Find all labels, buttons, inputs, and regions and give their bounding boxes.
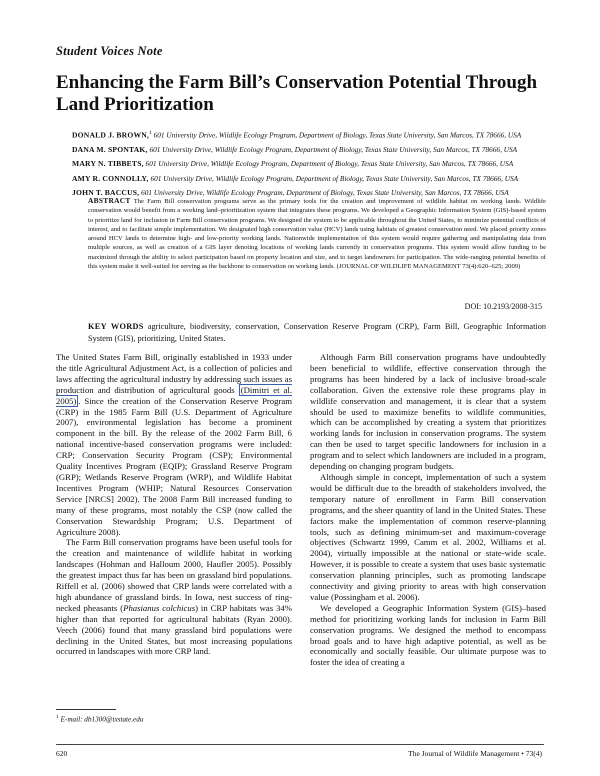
body-text: The United States Farm Bill, originally established in 1933 under the title Agricultural Adjustment Act, is a collection of policies and laws affecting the agricultural industry by addressing such issues as production and distribution of agricultural goods: [56, 352, 292, 395]
abstract-text: The Farm Bill conservation programs serve as the primary tools for the creation and improvement of wildlife habitat on working lands. Wildlife conservation would benefit from a working land–prioritization system that integrates these programs. We developed a Geographic Information System (GIS)-based system to prioritize land for inclusion in Farm Bill conservation programs. We designed the system to be applicable throughout the United States, to minimize potential conflicts of interest, and to facilitate simple implementation. We designated high conservation value (HCV) lands using habitats of greatest conservation need. We placed priority zones around HCV lands to determine high- and low-priority working lands. Nationwide implementation of this system would require gathering and manipulating data from multiple sources, as well as creation of a GIS layer denoting locations of working lands currently in conservation programs. This system would allow funding to be maximized through the ability to select participation based on property location and size, and to target landowners for participation. The wide-ranging potential benefits of this system make it well-suited for serving as the backbone to conservation on working lands. (JOURNAL OF WILDLIFE MANAGEMENT 73(4):620–625; 2009): [88, 198, 546, 271]
keywords: [88, 321, 546, 345]
author-name: JOHN T. BACCUS,: [72, 188, 140, 198]
doi: DOI: 10.2193/2008-315: [464, 302, 542, 311]
section-label: Student Voices Note: [56, 44, 163, 58]
footnote-mark: 1: [56, 714, 59, 720]
footnote-divider: [56, 709, 116, 710]
author-affiliation: 601 University Drive, Wildlife Ecology Program, Department of Biology, Texas State University, San Marcos, TX 78666, USA: [153, 130, 522, 140]
author-affiliation: 601 University Drive, Wildlife Ecology Program, Department of Biology, Texas State University, San Marcos, TX 78666, USA: [141, 188, 509, 198]
keywords-label: KEY WORDS: [88, 322, 144, 331]
body-column-left: [56, 352, 292, 657]
author-entry: [72, 157, 552, 172]
body-text: The Farm Bill conservation programs have been useful tools for the creation and maintenance of wildlife habitat in working landscapes (Hohman and Halloum 2000, Haufler 2005). Possibly the greatest impact thus far has been on grassland bird populations. Riffell et al. (2006) showed that CRP lands were correlated with a high abundance of grassland birds. In Iowa, nest success of ring-necked pheasants (: [56, 537, 292, 613]
keywords-text: agriculture, biodiversity, conservation, Conservation Reserve Program (CRP), Farm Bill, Geographic Information System (GIS), prioritizing, United States.: [88, 322, 546, 343]
body-paragraph: Although simple in concept, implementation of such a system would be difficult due to the breadth of stakeholders involved, the temporary nature of enrollment in Farm Bill conservation programs, and the sheer quantity of land in the United States. These factors make the implementation of common reserve-planning tools, such as defining minimum-set and maximum-coverage objectives (Schwartz 1999, Camm et al. 2002, Williams et al. 2004), virtually impossible at the national or state-wide scale. However, it is possible to create a system that uses basic systematic conservation planning principles, such as promoting landscape connectivity and giving priority to areas with high conservation value (Possingham et al. 2006).: [310, 471, 546, 602]
footer-divider: [56, 744, 544, 745]
abstract-label: ABSTRACT: [88, 196, 131, 205]
author-affiliation: 601 University Drive, Wildlife Ecology Program, Department of Biology, Texas State University, San Marcos, TX 78666, USA: [150, 173, 519, 183]
citation-link[interactable]: (Dimitri et al. 2005): [56, 384, 293, 406]
body-paragraph: We developed a Geographic Information System (GIS)–based method for prioritizing working lands for inclusion in Farm Bill conservation programs. We designed the method to encompass broad goals and to have high adaptive potential, as well as be economically and socially feasible. Our ultimate purpose was to foster the idea of creating a: [310, 602, 546, 668]
footnote-text: E-mail: db1300@txstate.edu: [60, 715, 144, 724]
journal-footer: The Journal of Wildlife Management • 73(4): [408, 749, 542, 758]
body-paragraph: Although Farm Bill conservation programs have undoubtedly been beneficial to wildlife, effective conservation through the programs has been hindered by a lack of inclusive broad-scale collaboration. Given the extensive role these programs play in wildlife conservation and management, it is clear that a system should be used to maximize benefits to wildlife communities, which can be accomplished by creating a system that prioritizes working lands for inclusion in conservation programs. The system can then be used to target specific landowners for inclusion in a program and to select which landowners are included in a program, depending on changing program budgets.: [310, 352, 546, 472]
species-name: Phasianus colchicus: [123, 602, 196, 613]
author-affiliation: 601 University Drive, Wildlife Ecology Program, Department of Biology, Texas State University, San Marcos, TX 78666, USA: [145, 159, 514, 169]
author-entry: [72, 143, 552, 158]
author-name: DANA M. SPONTAK,: [72, 144, 148, 154]
page-number: 620: [56, 749, 68, 758]
author-footnote-mark: 1: [149, 130, 152, 136]
article-title: Enhancing the Farm Bill’s Conservation Potential Through Land Prioritization: [56, 72, 538, 115]
author-entry: [72, 126, 552, 143]
author-entry: [72, 172, 552, 187]
abstract: [88, 196, 546, 271]
author-affiliation: 601 University Drive, Wildlife Ecology Program, Department of Biology, Texas State University, San Marcos, TX 78666, USA: [149, 144, 518, 154]
body-paragraph: [56, 537, 292, 657]
author-name: MARY N. TIBBETS,: [72, 159, 144, 169]
footnote: [56, 714, 143, 723]
author-list: [72, 126, 552, 201]
body-column-right: [310, 352, 546, 668]
author-name: DONALD J. BROWN,: [72, 130, 150, 140]
body-paragraph: [56, 352, 292, 537]
body-text: ) in CRP habitats was 34% higher than that reported for agricultural habitats (Ryan 2000). Veech (2006) found that many grassland bird populations were declining in the United States, but most increasing populations occurred in landscapes with more CRP land.: [56, 602, 292, 657]
body-text: . Since the creation of the Conservation Reserve Program (CRP) in the 1985 Farm Bill (U.S. Department of Agriculture 2007), environmental legislation has become a prominent component in the bill. By the release of the 2002 Farm Bill, 6 national incentive-based conservation programs were included: CRP; Conservation Security Program (CSP); Environmental Quality Incentives Program (EQIP); Grassland Reserve Program (GRP); Wetlands Reserve Program (WRP), and Wildlife Habitat Incentives Program (WHIP; Natural Resources Conservation Service [NRCS] 2002). The 2008 Farm Bill increased funding to many of these programs, most notably the CSP (now called the Conservation Stewardship Program; U.S. Department of Agriculture 2008).: [56, 395, 292, 537]
author-name: AMY R. CONNOLLY,: [72, 173, 149, 183]
